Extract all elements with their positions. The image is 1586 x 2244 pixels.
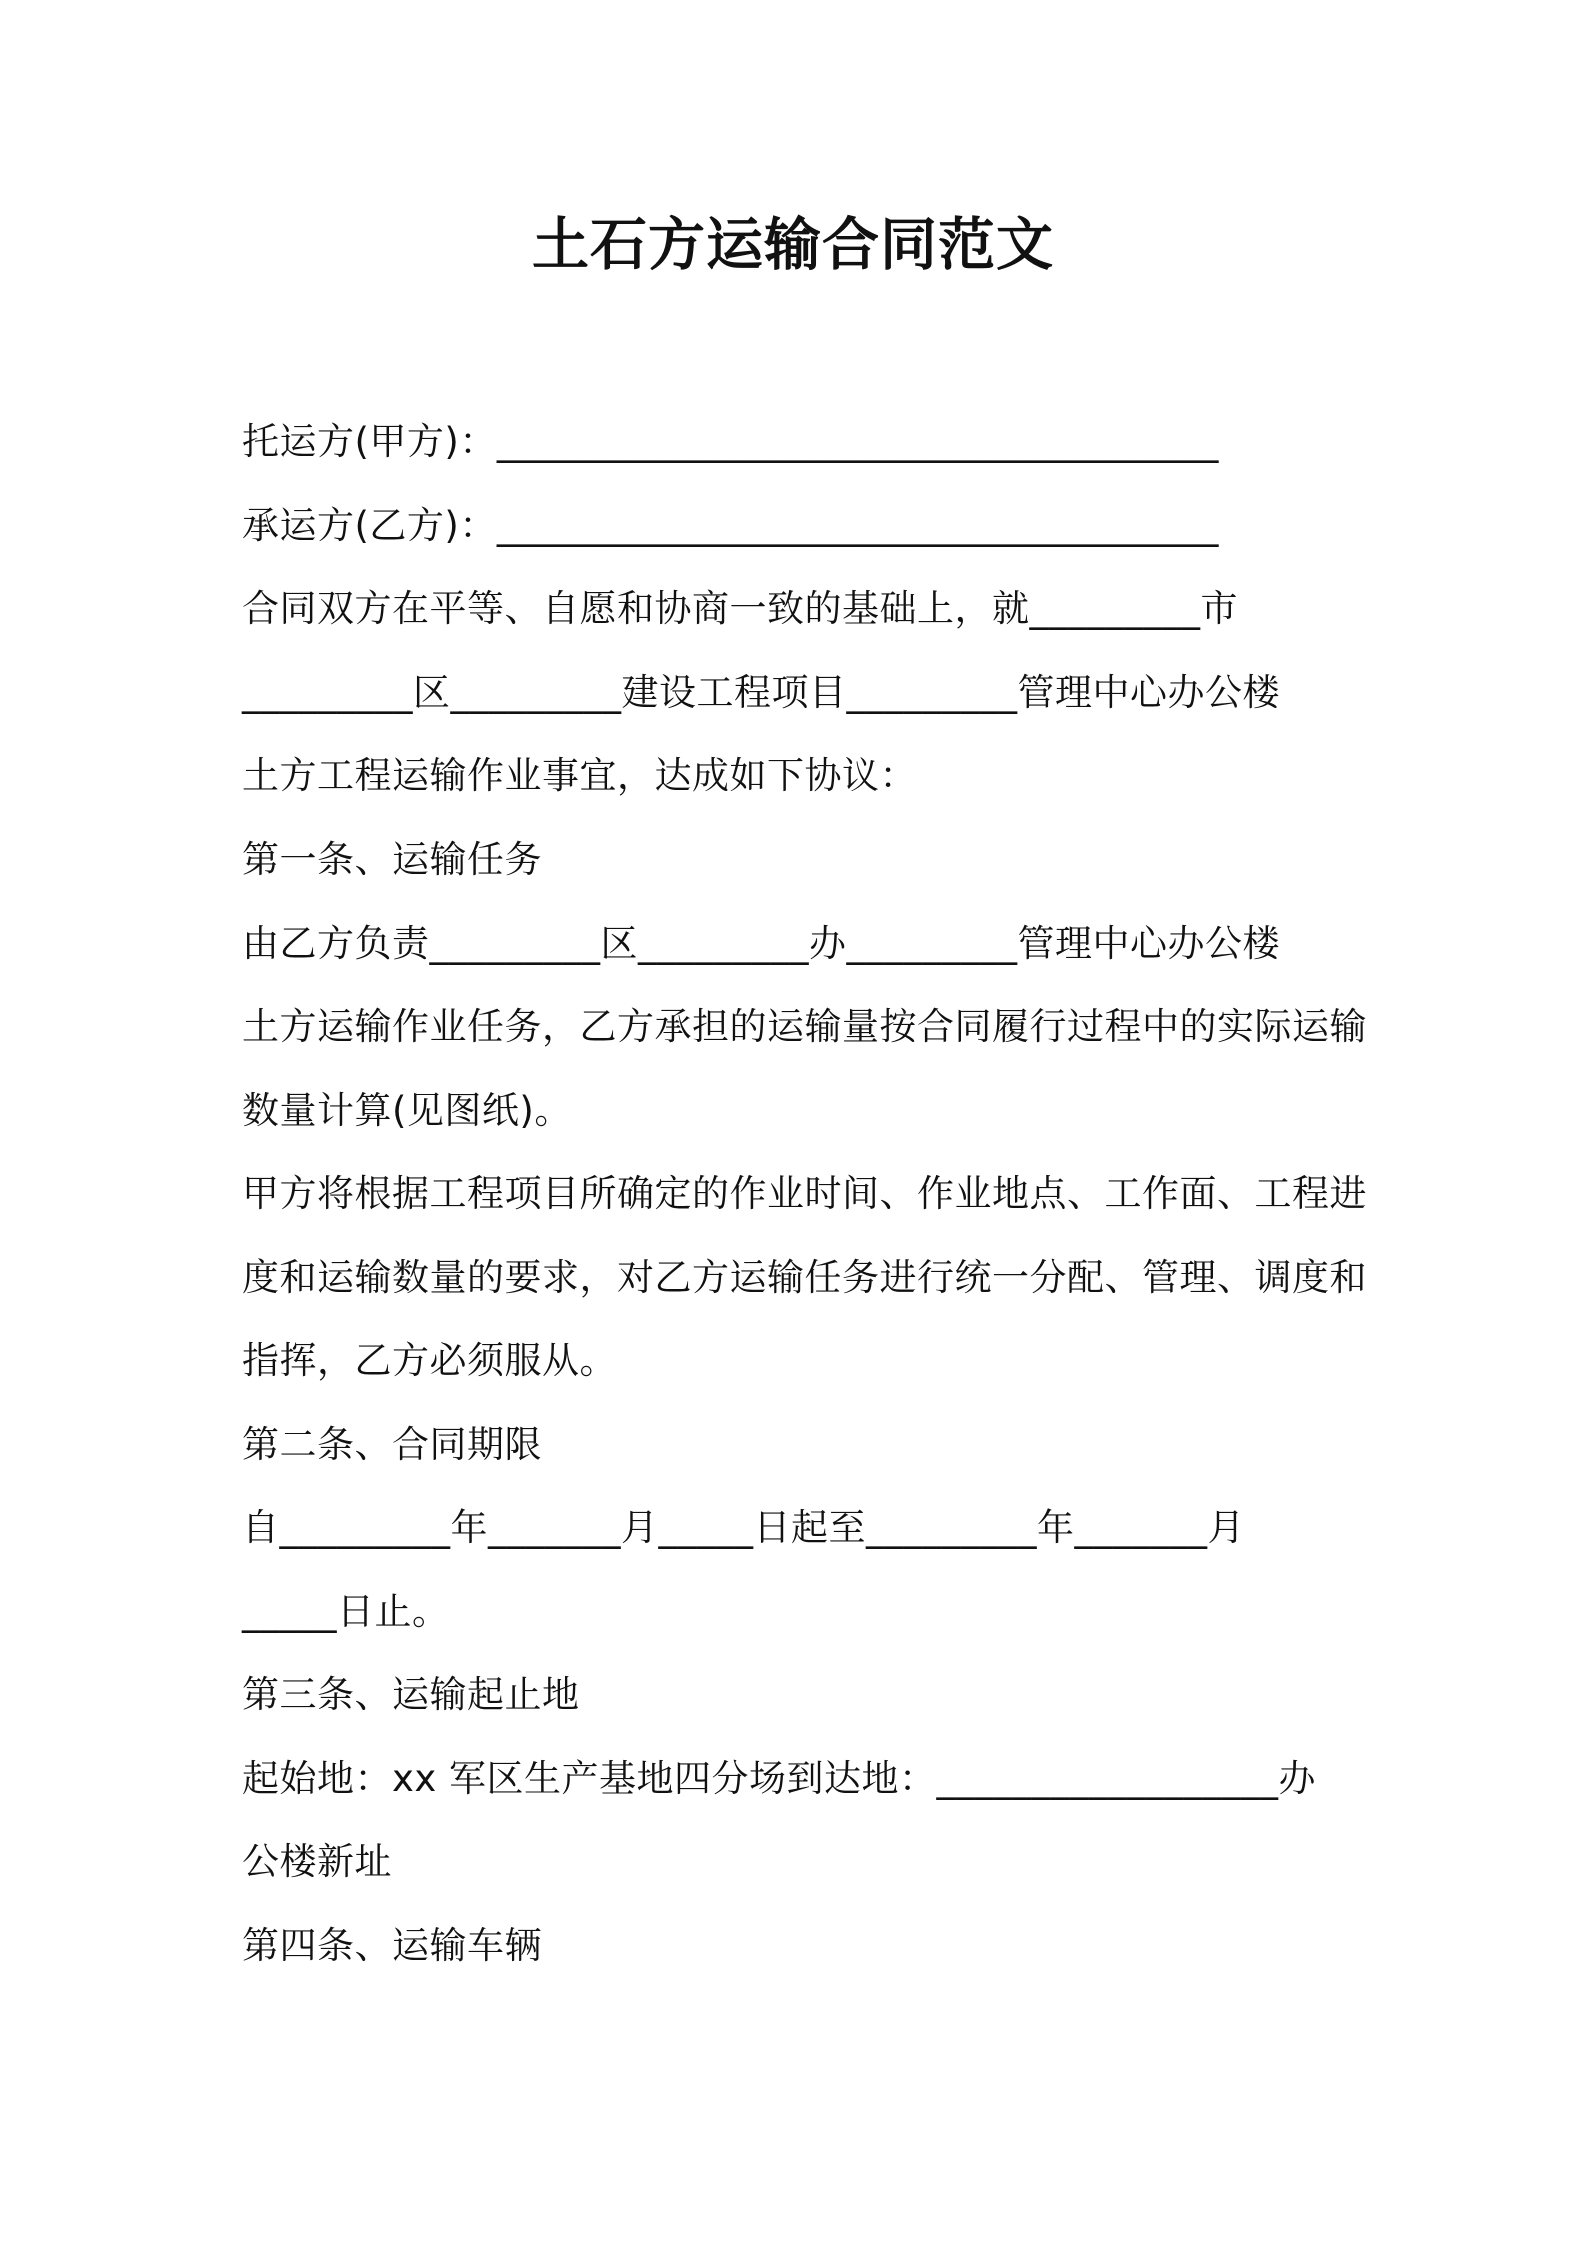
document-title: 土石方运输合同范文	[532, 212, 1054, 278]
preamble-line-1: 合同双方在平等、自愿和协商一致的基础上，就_________市	[242, 587, 1238, 630]
article-4-heading: 第四条、运输车辆	[242, 1924, 542, 1967]
article-3-line-2: 公楼新址	[242, 1840, 392, 1883]
article-2-line-1: 自_________年_______月_____日起至_________年_______月	[242, 1506, 1245, 1549]
article-1-line-4: 甲方将根据工程项目所确定的作业时间、作业地点、工作面、工程进	[242, 1172, 1367, 1215]
article-1-line-5: 度和运输数量的要求，对乙方运输任务进行统一分配、管理、调度和	[242, 1256, 1367, 1299]
article-3-heading: 第三条、运输起止地	[242, 1673, 580, 1716]
article-1-heading: 第一条、运输任务	[242, 838, 542, 881]
article-1-line-3: 数量计算(见图纸)。	[242, 1089, 572, 1132]
preamble-line-3: 土方工程运输作业事宜，达成如下协议：	[242, 754, 917, 797]
party-b-line: 承运方(乙方)：______________________________________	[242, 504, 1219, 547]
article-2-heading: 第二条、合同期限	[242, 1423, 542, 1466]
party-a-line: 托运方(甲方)：______________________________________	[242, 420, 1219, 463]
preamble-line-2: _________区_________建设工程项目_________管理中心办公楼	[242, 671, 1280, 714]
article-2-line-2: _____日止。	[242, 1590, 450, 1633]
article-1-line-2: 土方运输作业任务，乙方承担的运输量按合同履行过程中的实际运输	[242, 1005, 1367, 1048]
article-3-line-1: 起始地：xx 军区生产基地四分场到达地：__________________办	[242, 1757, 1317, 1800]
article-1-line-6: 指挥，乙方必须服从。	[242, 1339, 617, 1382]
article-1-line-1: 由乙方负责_________区_________办_________管理中心办公楼	[242, 922, 1280, 965]
